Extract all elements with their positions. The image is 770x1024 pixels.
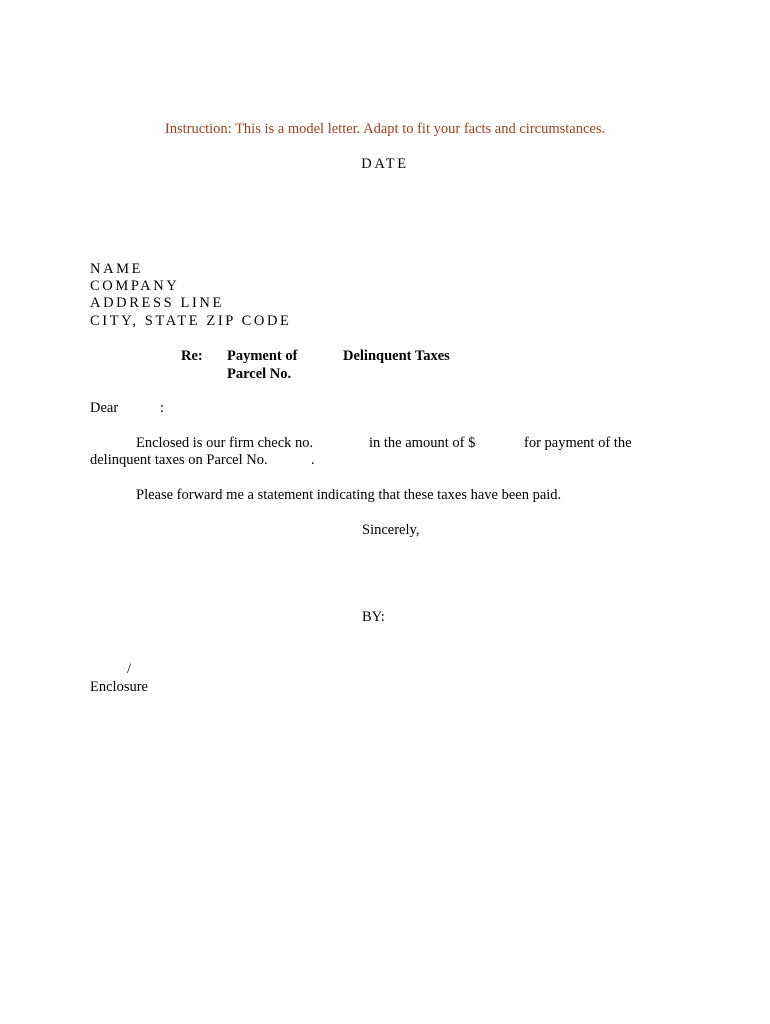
recipient-city-state-zip: CITY, STATE ZIP CODE (90, 313, 292, 329)
recipient-company: COMPANY (90, 278, 180, 294)
body-statement-request: Please forward me a statement indicating that these taxes have been paid. (136, 487, 562, 503)
enclosure-note: Enclosure (90, 679, 148, 695)
recipient-name: NAME (90, 261, 144, 277)
re-subject-parcel: Parcel No. (227, 366, 292, 382)
body-payment-text: for payment of the (524, 435, 632, 451)
body-parcel-text: delinquent taxes on Parcel No. (90, 452, 268, 468)
instruction-note: Instruction: This is a model letter. Adapt to fit your facts and circumstances. (164, 121, 606, 137)
salutation-colon: : (160, 400, 165, 416)
body-amount-text: in the amount of $ (369, 435, 476, 451)
recipient-address-line: ADDRESS LINE (90, 295, 224, 311)
closing-sincerely: Sincerely, (362, 522, 420, 538)
re-subject-payment: Payment of (227, 348, 298, 364)
salutation-dear: Dear (90, 400, 119, 416)
letter-date: DATE (361, 156, 409, 172)
body-period: . (311, 452, 315, 468)
re-label: Re: (181, 348, 203, 364)
body-check-number-text: Enclosed is our firm check no. (136, 435, 314, 451)
signature-by: BY: (362, 609, 385, 625)
re-subject-delinquent-taxes: Delinquent Taxes (343, 348, 450, 364)
initials-slash: / (127, 661, 132, 677)
